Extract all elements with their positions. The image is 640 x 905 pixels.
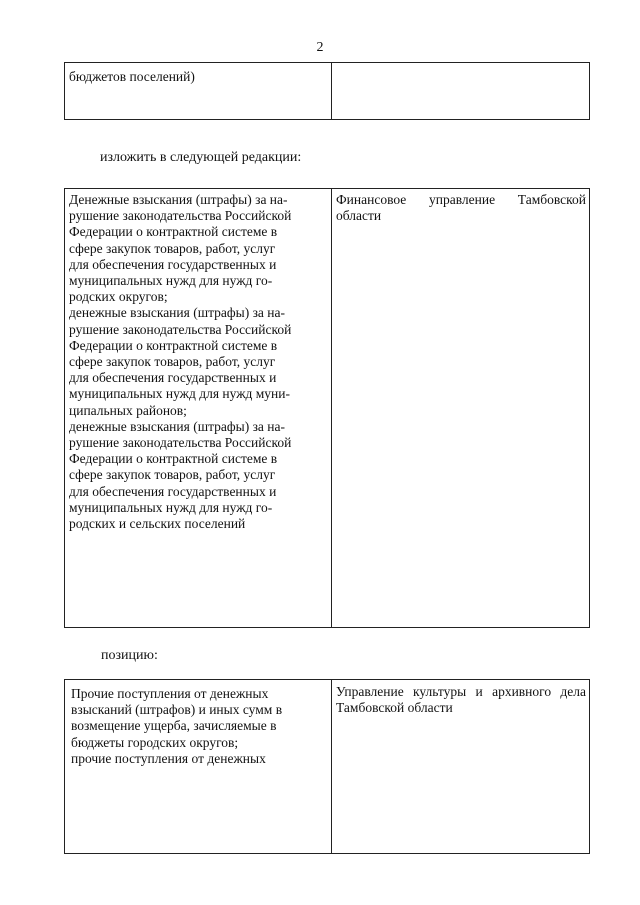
table-bottom-right-cell: Управление культуры и архивного дела Тамбовской области [336, 684, 586, 716]
instruction-position: позицию: [101, 648, 158, 663]
table-bottom-left-cell: Прочие поступления от денежных взысканий (штрафов) и иных сумм в возмещение ущерба, зачисляемые в бюджеты городских округов; прочие поступления от денежных [65, 680, 332, 853]
table-mid-left-cell: Денежные взыскания (штрафы) за на- рушение законодательства Российской Федерации о контрактной системе в сфере закупок товаров, работ, услуг для обеспечения государственных и муниципальных нужд для нужд го- родских округов; денежные взыскания (штрафы) за на- рушение законодательства Российской Федерации о контрактной системе в сфере закупок товаров, работ, услуг для обеспечения государственных и муниципальных нужд для нужд муни- ципальных районов; денежные взыскания (штрафы) за на- рушение законодательства Российской Федерации о контрактной системе в сфере закупок товаров, работ, услуг для обеспечения государственных и муниципальных нужд для нужд го- родских и сельских поселений [65, 189, 332, 627]
table-position [64, 679, 590, 854]
table-new-edition [64, 188, 590, 628]
table-top-right-cell [332, 63, 589, 119]
instruction-new-edition: изложить в следующей редакции: [100, 150, 302, 165]
page-number: 2 [316, 40, 324, 55]
table-top-fragment [64, 62, 590, 120]
table-top-left-cell: бюджетов поселений) [65, 63, 332, 119]
table-mid-right-cell: Финансовое управление Тамбовской области [336, 192, 586, 224]
